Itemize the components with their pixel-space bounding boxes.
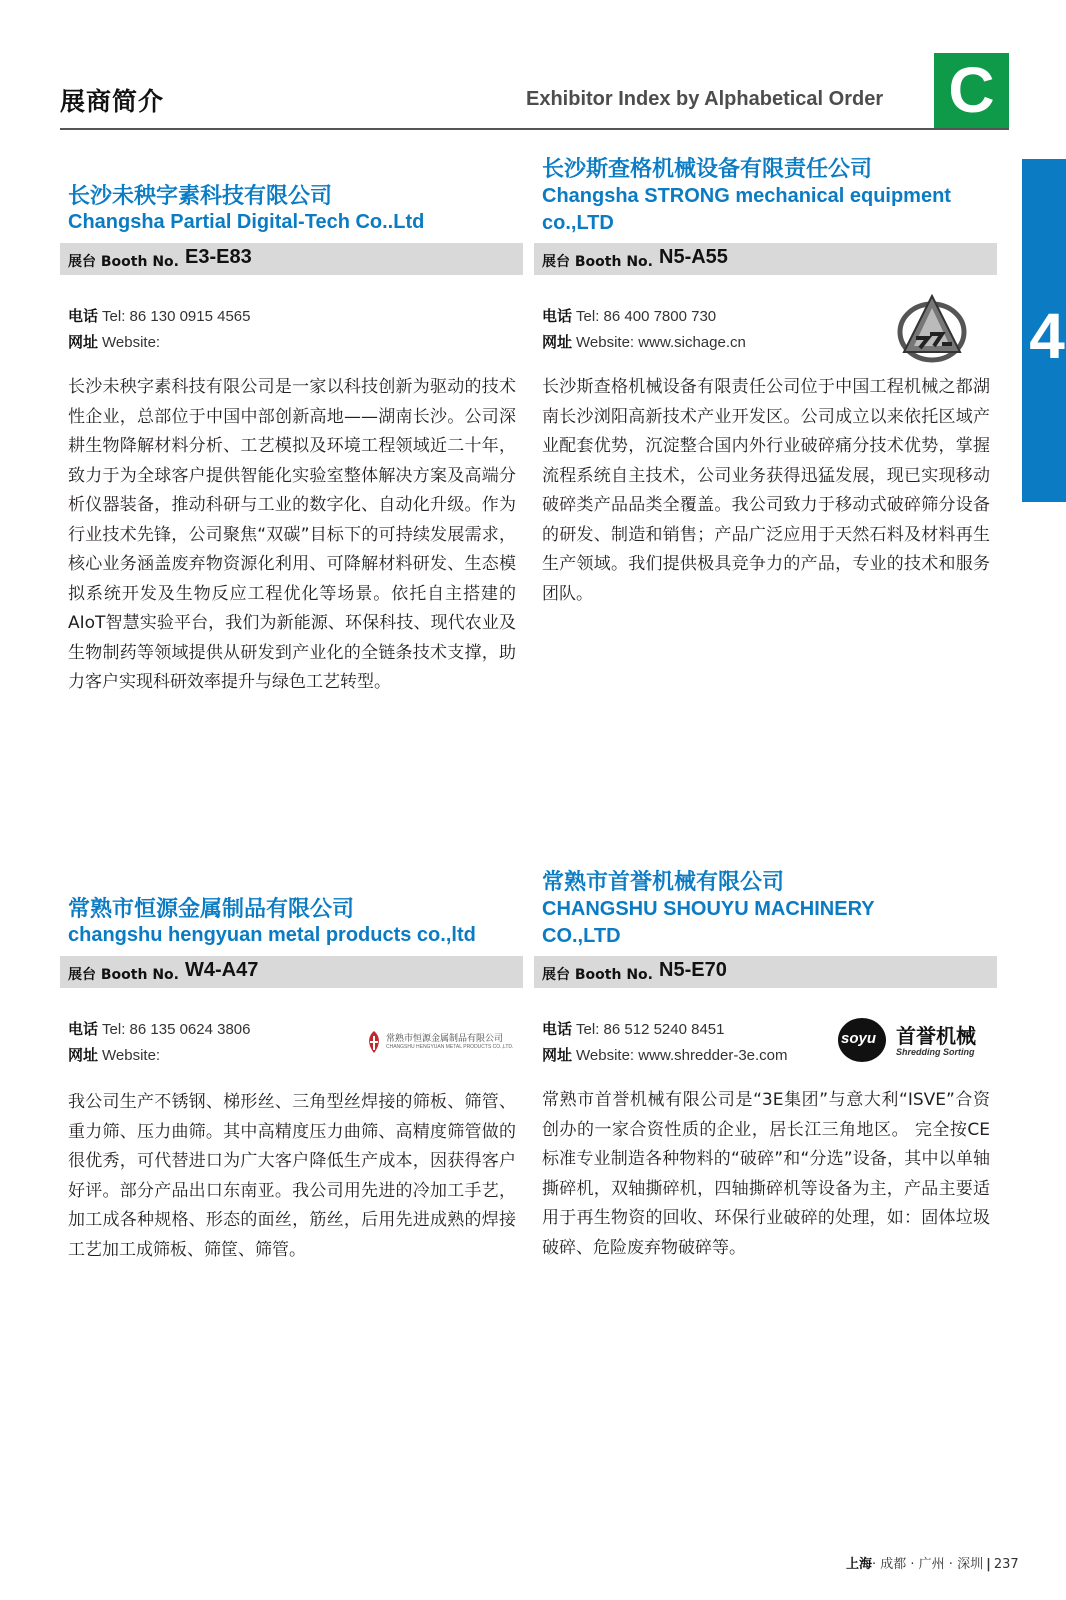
header-divider [60, 128, 1009, 130]
website-label-en: Website: [102, 334, 161, 351]
exhibitor-description: 长沙未秧字素科技有限公司是一家以科技创新为驱动的技术性企业，总部位于中国中部创新高地——湖南长沙。公司深耕生物降解材料分析、工艺模拟及环境工程领域近二十年，致力于为全球客户提供智能化实验室整体解决方案及高端分析仪器装备，推动科研与工业的数字化、自动化升级。作为行业技术先锋，公司聚焦“双碳”目标下的可持续发展需求，核心业务涵盖废弃物资源化利用、可降解材料研发、生态模拟系统开发及生物反应工程优化等场景。依托自主搭建的AIoT智慧实验平台，我们为新能源、环保科技、现代农业及生物制药等领域提供从研发到产业化的全链条技术支撑，助力客户实现科研效率提升与绿色工艺转型。 [68, 377, 516, 692]
exhibitor-name-en: CHANGSHU SHOUYU MACHINERY CO.,LTD [542, 898, 875, 947]
booth-label: 展台 Booth No. [542, 967, 653, 983]
tel-value: 86 400 7800 730 [603, 308, 717, 325]
footer-separator: | [986, 1557, 991, 1572]
exhibitor-description: 长沙斯查格机械设备有限责任公司位于中国工程机械之都湖南长沙浏阳高新技术产业开发区。公司成立以来依托区域产业配套优势，沉淀整合国内外行业破碎痛分技术优势，掌握流程系统自主技术，公司业务获得迅猛发展，现已实现移动破碎类产品品类全覆盖。我公司致力于移动式破碎筛分设备的研发、制造和销售；产品广泛应用于天然石料及材料再生生产领域。我们提供极具竞争力的产品，专业的技术和服务团队。 [542, 377, 990, 604]
website-link[interactable]: www.shredder-3e.com [638, 1047, 788, 1064]
tel-line [542, 1018, 724, 1039]
booth-bar [534, 956, 997, 988]
page-subtitle: Exhibitor Index by Alphabetical Order [526, 88, 884, 110]
website-label-en: Website: [102, 1047, 161, 1064]
soyu-logo [838, 1016, 988, 1066]
booth-label: 展台 Booth No. [68, 967, 179, 983]
footer-cities: · 成都 · 广州 · 深圳 [872, 1557, 984, 1572]
booth-number: W4-A47 [185, 959, 259, 981]
booth-bar [60, 956, 523, 988]
tel-label-cn: 电话 [542, 307, 573, 325]
tel-line [68, 1018, 250, 1039]
side-chapter-number: 4 [1029, 300, 1065, 372]
website-line [542, 331, 746, 352]
website-label-cn: 网址 [68, 1046, 99, 1064]
booth-label: 展台 Booth No. [68, 254, 179, 270]
tel-label-en: Tel: [102, 308, 126, 325]
website-line [68, 1044, 160, 1065]
side-chapter-tab [1022, 159, 1066, 502]
tel-value: 86 135 0624 3806 [129, 1021, 251, 1038]
website-line [542, 1044, 788, 1065]
exhibitor-name-cn: 长沙斯查格机械设备有限责任公司 [542, 157, 873, 182]
tel-label-en: Tel: [102, 1021, 126, 1038]
page-footer [846, 1553, 1019, 1572]
exhibitor-name-en: changshu hengyuan metal products co.,ltd [68, 924, 476, 946]
page-number: 237 [993, 1557, 1019, 1572]
tel-value: 86 130 0915 4565 [129, 308, 251, 325]
website-label-en: Website: [576, 334, 635, 351]
exhibitor-name-en: Changsha Partial Digital-Tech Co..Ltd [68, 211, 425, 233]
website-label-cn: 网址 [542, 1046, 573, 1064]
tel-label-en: Tel: [576, 308, 600, 325]
sichage-logo-icon [896, 294, 968, 366]
website-label-en: Website: [576, 1047, 635, 1064]
page-title: 展商简介 [60, 87, 165, 116]
booth-bar [60, 243, 523, 275]
website-label-cn: 网址 [68, 333, 99, 351]
tel-label-en: Tel: [576, 1021, 600, 1038]
exhibitor-name-cn: 常熟市恒源金属制品有限公司 [68, 897, 355, 922]
exhibitor-name-cn: 常熟市首誉机械有限公司 [542, 870, 785, 895]
booth-number: N5-A55 [659, 246, 728, 268]
alphabet-letter-badge: C [934, 53, 1009, 128]
hengyuan-logo-text-cn: 常熟市恒源金属制品有限公司 [386, 1034, 504, 1044]
tel-value: 86 512 5240 8451 [603, 1021, 725, 1038]
tel-label-cn: 电话 [68, 307, 99, 325]
exhibitor-name-en: Changsha STRONG mechanical equipment co.,LTD [542, 185, 951, 234]
exhibitor-name-cn: 长沙未秧字素科技有限公司 [68, 184, 333, 209]
soyu-logo-tagline: Shredding Sorting [896, 1047, 975, 1057]
booth-bar [534, 243, 997, 275]
website-label-cn: 网址 [542, 333, 573, 351]
booth-label: 展台 Booth No. [542, 254, 653, 270]
tel-label-cn: 电话 [68, 1020, 99, 1038]
soyu-logo-brand: soyu [841, 1030, 877, 1047]
website-link[interactable]: www.sichage.cn [638, 334, 746, 351]
tel-line [542, 305, 716, 326]
tel-label-cn: 电话 [542, 1020, 573, 1038]
booth-number: E3-E83 [185, 246, 252, 268]
hengyuan-logo-text-en: CHANGSHU HENGYUAN METAL PRODUCTS CO.,LTD. [386, 1044, 514, 1050]
hengyuan-emblem-icon [364, 1030, 384, 1054]
website-line [68, 331, 160, 352]
soyu-logo-text-cn: 首誉机械 [896, 1024, 976, 1048]
exhibitor-description: 常熟市首誉机械有限公司是“3E集团”与意大利“ISVE”合资创办的一家合资性质的企业，居长江三角地区。 完全按CE标准专业制造各种物料的“破碎”和“分选”设备，其中以单轴撕碎机，双轴撕碎机，四轴撕碎机等设备为主，产品主要适用于再生物资的回收、环保行业破碎的处理，如：固体垃圾破碎、危险废弃物破碎等。 [542, 1090, 990, 1258]
tel-line [68, 305, 250, 326]
hengyuan-logo [364, 1030, 514, 1056]
booth-number: N5-E70 [659, 959, 727, 981]
exhibitor-description: 我公司生产不锈钢、梯形丝、三角型丝焊接的筛板、筛管、重力筛、压力曲筛。其中高精度压力曲筛、高精度筛管做的很优秀，可代替进口为广大客户降低生产成本，因获得客户好评。部分产品出口东南亚。我公司用先进的冷加工手艺，加工成各种规格、形态的面丝，筋丝，后用先进成熟的焊接工艺加工成筛板、筛筐、筛管。 [68, 1092, 516, 1260]
footer-city-main: 上海 [846, 1557, 873, 1572]
